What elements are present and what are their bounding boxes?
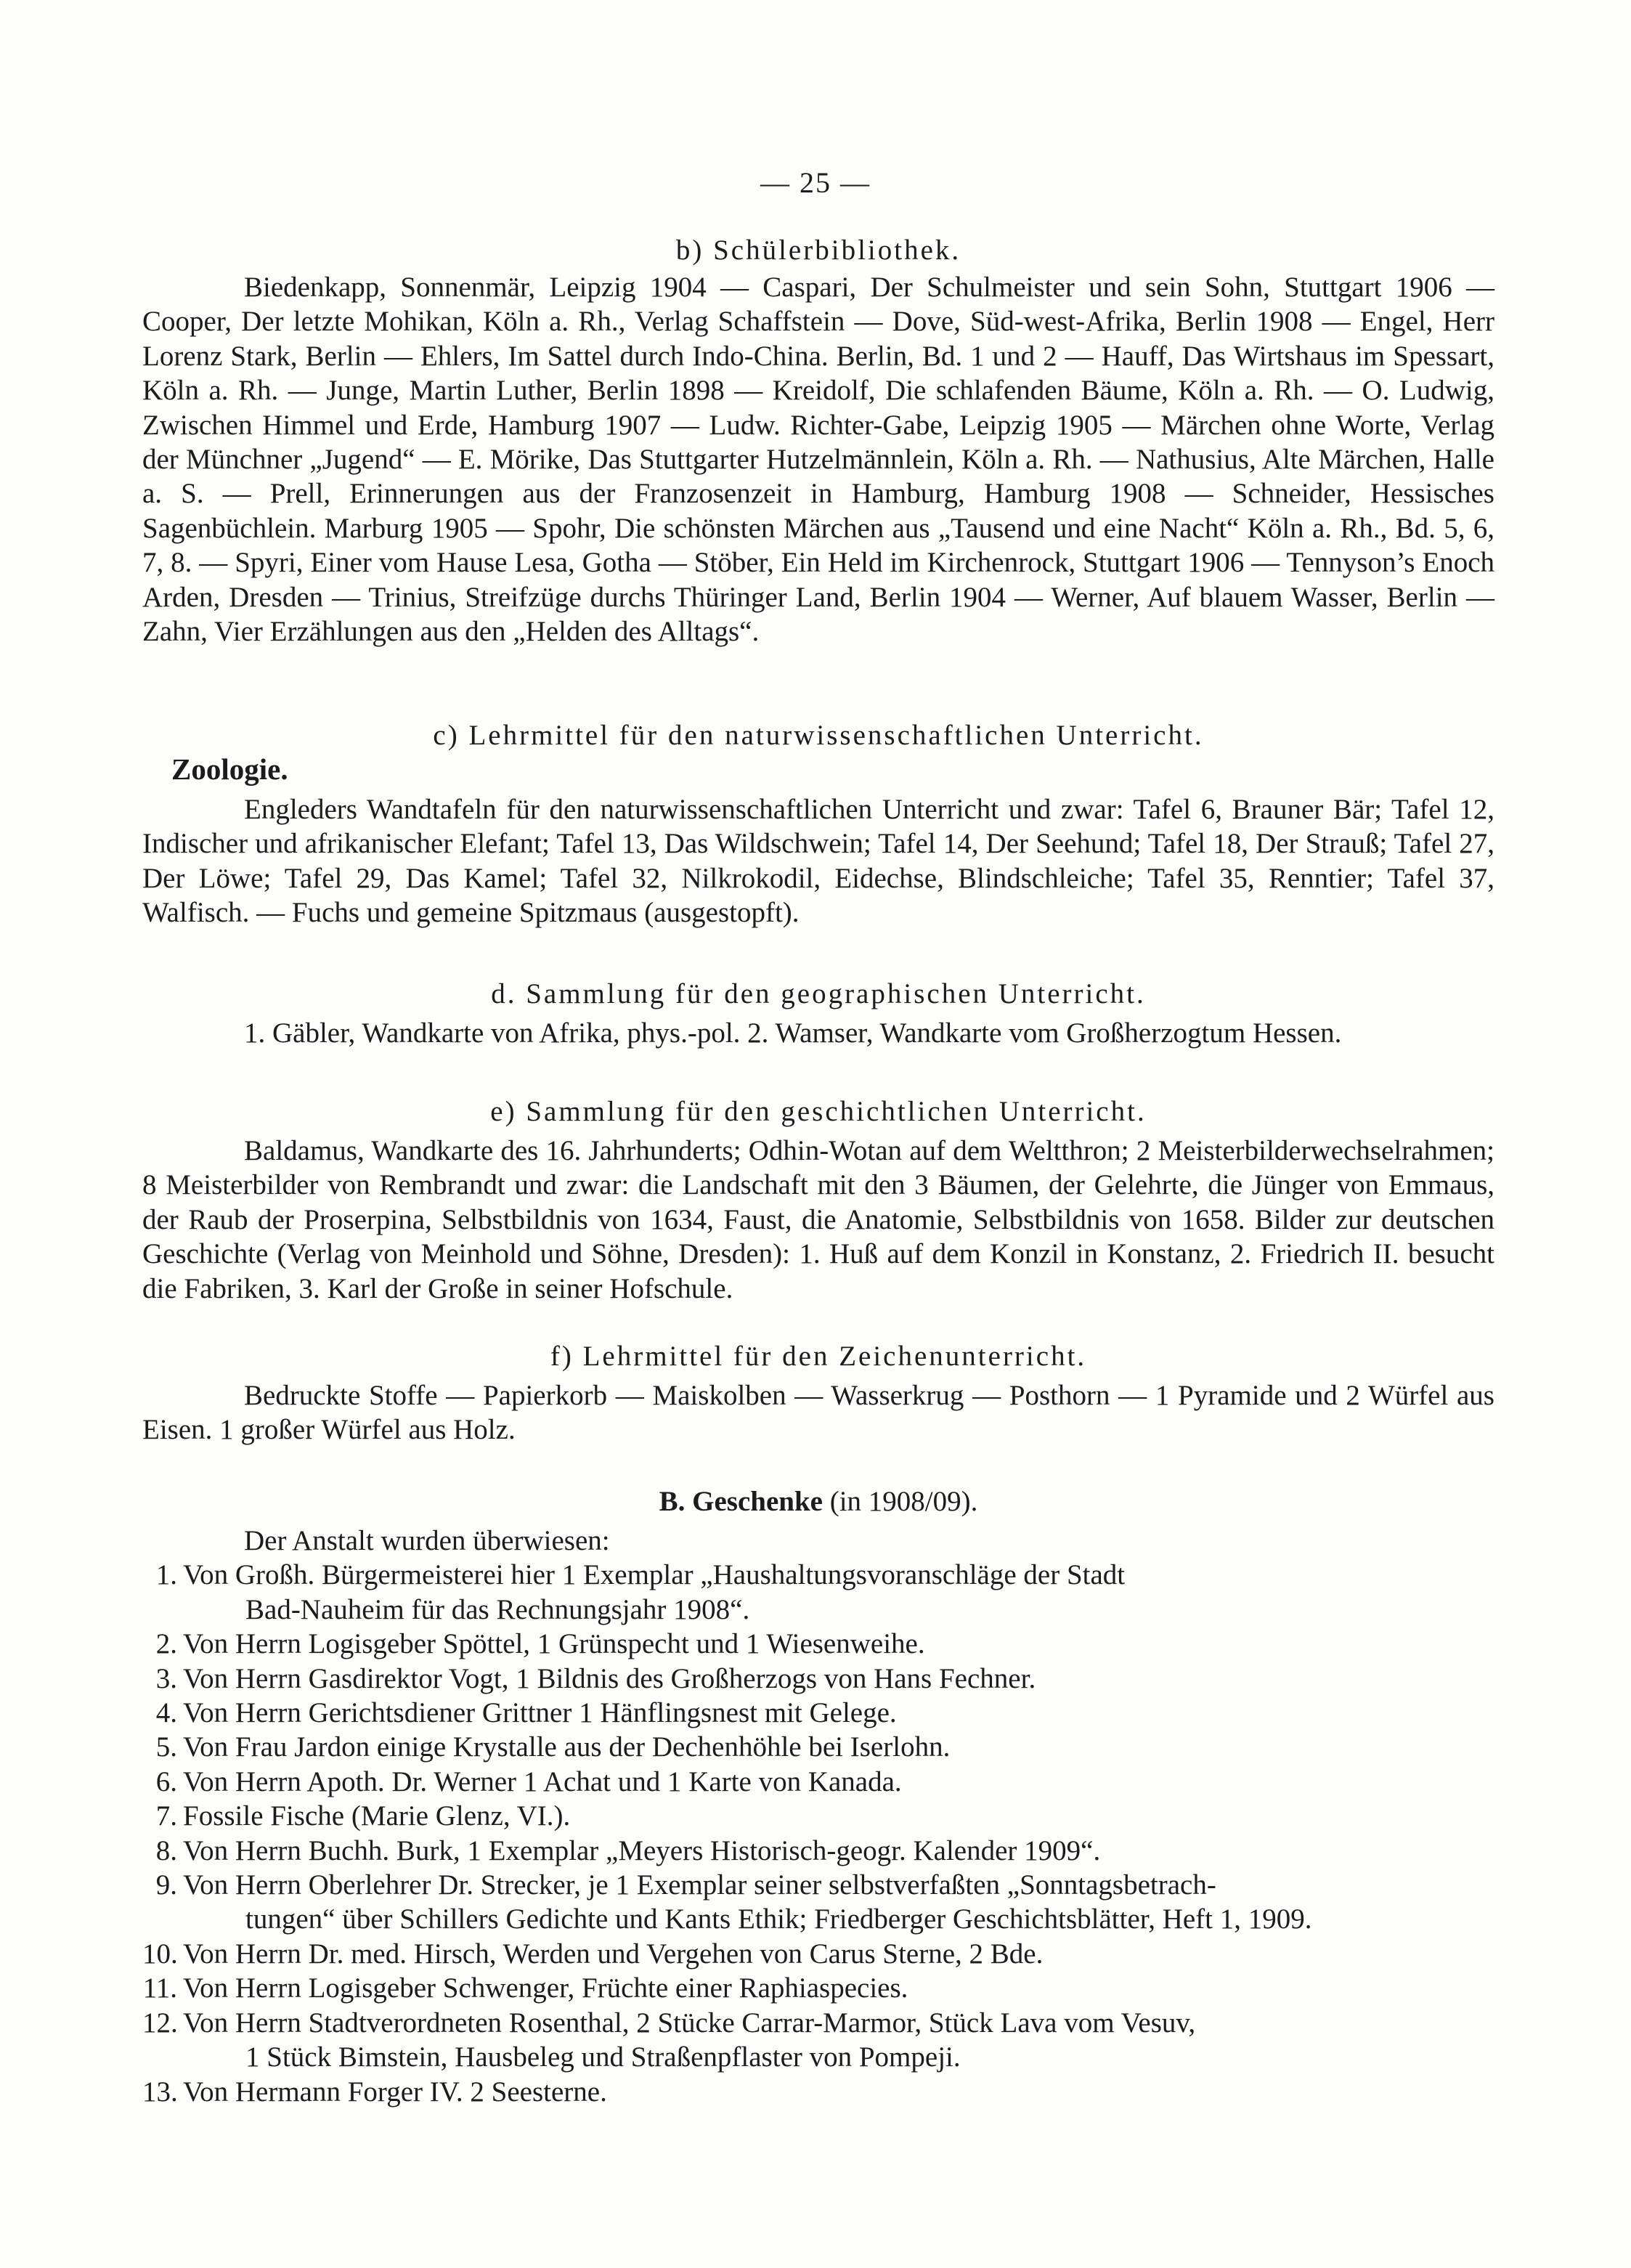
item-number: 7. xyxy=(155,1800,177,1832)
page-number: — 25 — xyxy=(760,166,871,199)
item-text: Von Herrn Gerichtsdiener Grittner 1 Hänflingsnest mit Gelege. xyxy=(183,1697,897,1729)
item-number: 4. xyxy=(155,1697,177,1729)
gift-list-item xyxy=(142,1765,1494,1799)
gift-list-item xyxy=(142,1868,1494,1937)
section-title: b) Schülerbibliothek. xyxy=(675,235,961,266)
item-text: Von Herrn Buchh. Burk, 1 Exemplar „Meyers Historisch-geogr. Kalender 1909“. xyxy=(183,1834,1101,1866)
item-number: 1. xyxy=(155,1559,177,1591)
book-list-paragraph: Biedenkapp, Sonnenmär, Leipzig 1904 — Caspari, Der Schulmeister und sein Sohn, Stuttgart 1906 — Cooper, Der letzte Mohikan, Köln a. Rh., Verlag Schaffstein — Dove, Süd-west-Afrika, Berlin 1908 — Engel, Herr Lorenz Stark, Berlin — Ehlers, Im Sattel durch Indo-China. Berlin, Bd. 1 und 2 — Hauff, Das Wirtshaus im Spessart, Köln a. Rh. — Junge, Martin Luther, Berlin 1898 — Kreidolf, Die schlafenden Bäume, Köln a. Rh. — O. Ludwig, Zwischen Himmel und Erde, Hamburg 1907 — Ludw. Richter-Gabe, Leipzig 1905 — Märchen ohne Worte, Verlag der Münchner „Jugend“ — E. Mörike, Das Stuttgarter Hutzelmännlein, Köln a. Rh. — Nathusius, Alte Märchen, Halle a. S. — Prell, Erinnerungen aus der Franzosenzeit in Hamburg, Hamburg 1908 — Schneider, Hessisches Sagenbüchlein. Marburg 1905 — Spohr, Die schönsten Märchen aus „Tausend und eine Nacht“ Köln a. Rh., Bd. 5, 6, 7, 8. — Spyri, Einer vom Hause Lesa, Gotha — Stöber, Ein Held im Kirchenrock, Stuttgart 1906 — Tennyson’s Enoch Arden, Dresden — Trinius, Streifzüge durchs Thüringer Land, Berlin 1904 — Werner, Auf blauem Wasser, Berlin — Zahn, Vier Erzählungen aus den „Helden des Alltags“. xyxy=(142,272,1494,648)
gift-list-item xyxy=(142,2075,1494,2109)
gift-list-item xyxy=(142,1696,1494,1730)
section-title: d. Sammlung für den geographischen Unterricht. xyxy=(491,978,1146,1009)
title-bold: B. Geschenke xyxy=(659,1486,823,1517)
section-schuelerbibliothek-body xyxy=(142,270,1494,649)
gift-list-item xyxy=(142,1730,1494,1764)
section-title: e) Sammlung für den geschichtlichen Unterricht. xyxy=(490,1096,1147,1127)
section-zeichenunterricht xyxy=(142,1340,1494,1447)
section-title xyxy=(142,1485,1494,1518)
item-number: 2. xyxy=(155,1628,177,1660)
gift-list-item xyxy=(142,1799,1494,1833)
item-continuation: 1 Stück Bimstein, Hausbeleg und Straßenpflaster von Pompeji. xyxy=(245,2041,961,2073)
section-naturwissenschaft xyxy=(142,719,1494,930)
gifts-intro: Der Anstalt wurden überwiesen: xyxy=(244,1525,610,1556)
section-geschenke xyxy=(142,1485,1494,2109)
item-text: Von Frau Jardon einige Krystalle aus der Dechenhöhle bei Iserlohn. xyxy=(183,1731,951,1763)
gift-list xyxy=(142,1558,1494,2109)
item-number: 8. xyxy=(155,1834,177,1866)
section-schuelerbibliothek xyxy=(142,234,1494,267)
item-text: Von Großh. Bürgermeisterei hier 1 Exemplar „Haushaltungsvoranschläge der Stadt xyxy=(183,1559,1126,1591)
item-text: Von Herrn Stadtverordneten Rosenthal, 2 Stücke Carrar-Marmor, Stück Lava vom Vesuv, xyxy=(183,2007,1196,2039)
history-paragraph: Baldamus, Wandkarte des 16. Jahrhunderts; Odhin-Wotan auf dem Weltthron; 2 Meisterbilderwechselrahmen; 8 Meisterbilder von Rembrandt und zwar: die Landschaft mit den 3 Bäumen, der Gelehrte, die Jünger von Emmaus, der Raub der Proserpina, Selbstbildnis von 1634, Faust, die Anatomie, Selbstbildnis von 1658. Bilder zur deutschen Geschichte (Verlag von Meinhold und Söhne, Dresden): 1. Huß auf dem Konzil in Konstanz, 2. Friedrich II. besucht die Fabriken, 3. Karl der Große in seiner Hofschule. xyxy=(142,1135,1494,1304)
item-number: 11. xyxy=(142,1972,177,2004)
section-geschichte xyxy=(142,1095,1494,1306)
item-text: Fossile Fische (Marie Glenz, VI.). xyxy=(183,1800,571,1832)
item-number: 3. xyxy=(155,1662,177,1694)
zoology-paragraph: Engleders Wandtafeln für den naturwissenschaftlichen Unterricht und zwar: Tafel 6, Brauner Bär; Tafel 12, Indischer und afrikanischer Elefant; Tafel 13, Das Wildschwein; Tafel 14, Der Seehund; Tafel 18, Der Strauß; Tafel 27, Der Löwe; Tafel 29, Das Kamel; Tafel 32, Nilkrokodil, Eidechse, Blindschleiche; Tafel 35, Renntier; Tafel 37, Walfisch. — Fuchs und gemeine Spitzmaus (ausgestopft). xyxy=(142,794,1494,929)
item-continuation: Bad-Nauheim für das Rechnungsjahr 1908“. xyxy=(245,1593,750,1625)
gift-list-item xyxy=(142,2006,1494,2075)
item-number: 5. xyxy=(155,1731,177,1763)
item-text: Von Herrn Apoth. Dr. Werner 1 Achat und 1 Karte von Kanada. xyxy=(183,1765,902,1797)
item-number: 10. xyxy=(142,1938,178,1970)
title-rest: (in 1908/09). xyxy=(822,1486,978,1517)
item-text: Von Herrn Dr. med. Hirsch, Werden und Vergehen von Carus Sterne, 2 Bde. xyxy=(183,1938,1044,1970)
item-text: Von Herrn Gasdirektor Vogt, 1 Bildnis des Großherzogs von Hans Fechner. xyxy=(183,1662,1036,1694)
item-text: Von Herrn Logisgeber Schwenger, Früchte einer Raphiaspecies. xyxy=(183,1972,908,2004)
gift-list-item xyxy=(142,1834,1494,1868)
gift-list-item xyxy=(142,1627,1494,1661)
geography-paragraph: 1. Gäbler, Wandkarte von Afrika, phys.-pol. 2. Wamser, Wandkarte vom Großherzogtum Hessen. xyxy=(244,1017,1342,1049)
item-continuation: tungen“ über Schillers Gedichte und Kants Ethik; Friedberger Geschichtsblätter, Heft 1, 1909. xyxy=(245,1903,1312,1935)
item-number: 13. xyxy=(142,2076,178,2108)
item-number: 12. xyxy=(142,2007,178,2039)
subheading-zoologie: Zoologie. xyxy=(171,752,288,786)
drawing-paragraph: Bedruckte Stoffe — Papierkorb — Maiskolben — Wasserkrug — Posthorn — 1 Pyramide und 2 Würfel aus Eisen. 1 großer Würfel aus Holz. xyxy=(142,1380,1494,1446)
gift-list-item xyxy=(142,1558,1494,1627)
item-number: 6. xyxy=(155,1765,177,1797)
item-text: Von Hermann Forger IV. 2 Seesterne. xyxy=(183,2076,607,2108)
section-title: f) Lehrmittel für den Zeichenunterricht. xyxy=(550,1341,1087,1372)
item-text: Von Herrn Logisgeber Spöttel, 1 Grünspecht und 1 Wiesenweihe. xyxy=(183,1628,925,1660)
gift-list-item xyxy=(142,1971,1494,2005)
item-number: 9. xyxy=(155,1869,177,1901)
gift-list-item xyxy=(142,1937,1494,1971)
gift-list-item xyxy=(142,1662,1494,1696)
section-geographie xyxy=(142,977,1494,1050)
item-text: Von Herrn Oberlehrer Dr. Strecker, je 1 Exemplar seiner selbstverfaßten „Sonntagsbetrach- xyxy=(183,1869,1216,1901)
section-title: c) Lehrmittel für den naturwissenschaftlichen Unterricht. xyxy=(433,720,1204,751)
